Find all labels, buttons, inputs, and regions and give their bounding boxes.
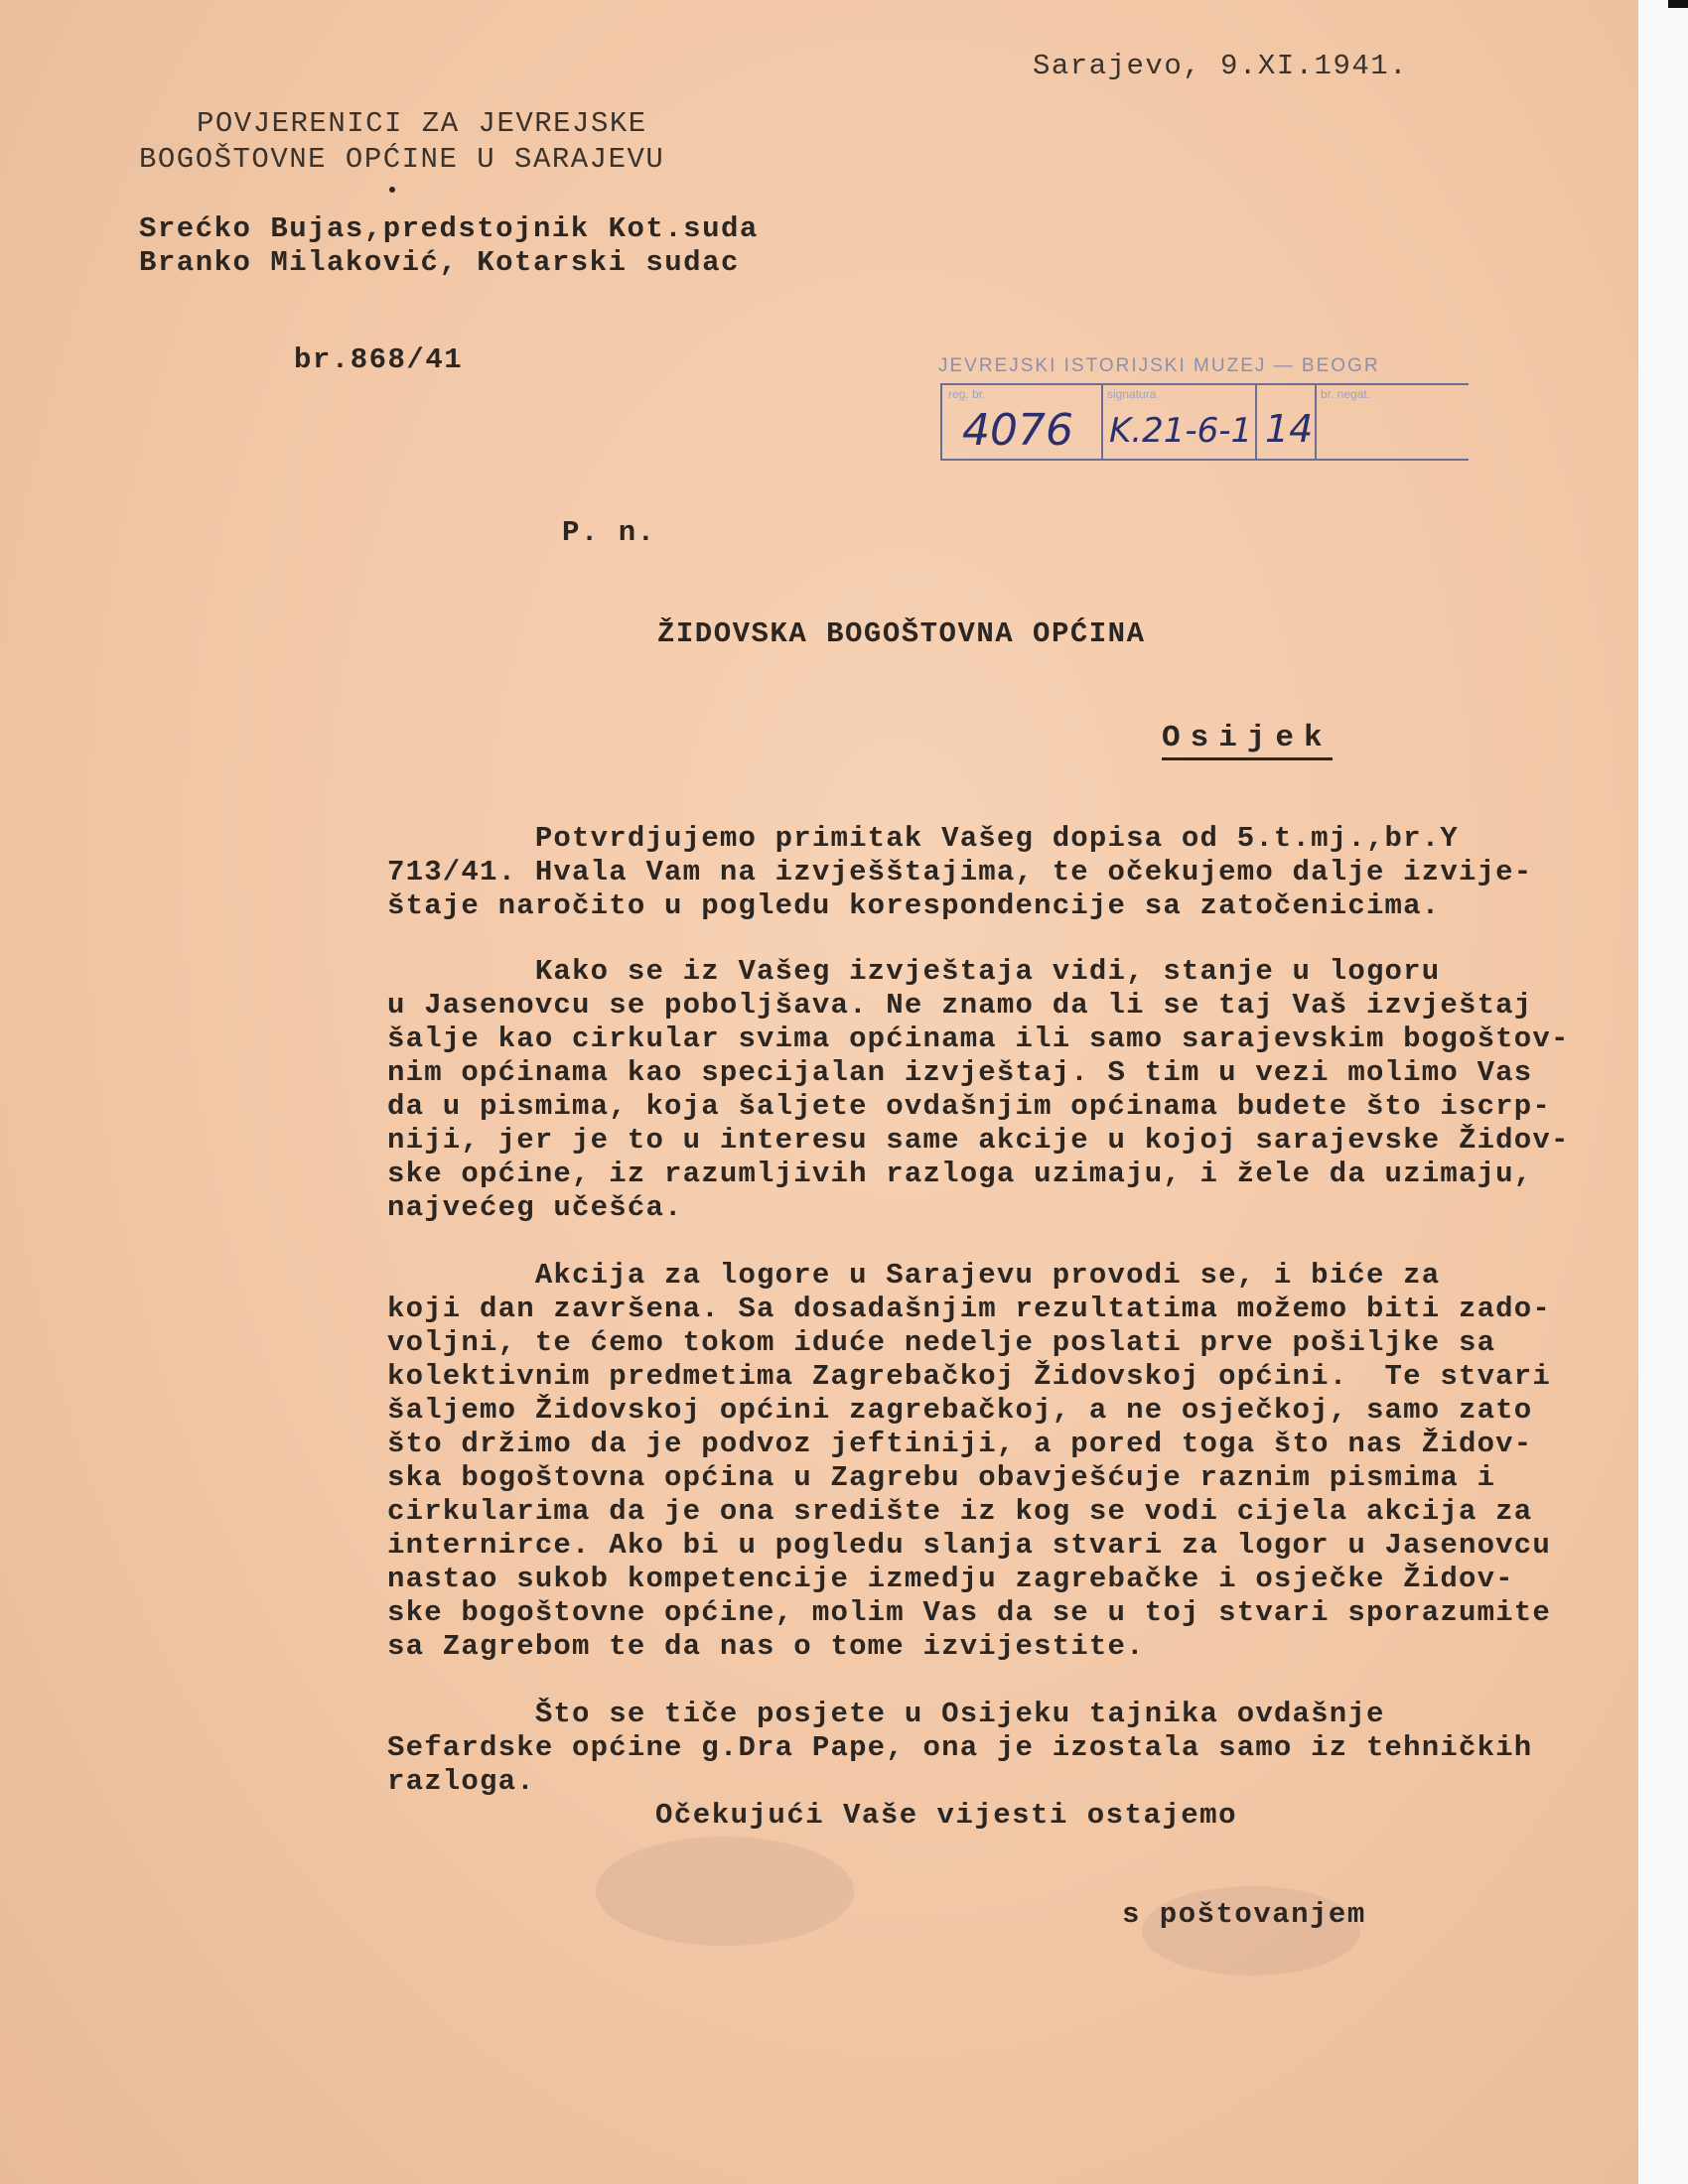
body-line: nastao sukob kompetencije izmedju zagrebačke i osječke Židov- xyxy=(387,1563,1514,1595)
body-line: nim općinama kao specijalan izvještaj. S tim u vezi molimo Vas xyxy=(387,1056,1533,1089)
salutation: P. n. xyxy=(562,516,656,549)
body-line: Potvrdjujemo primitak Vašeg dopisa od 5.t.mj.,br.Y xyxy=(387,822,1459,855)
body-line: šaljemo Židovskoj općini zagrebačkoj, a ne osječkoj, samo zato xyxy=(387,1394,1533,1427)
stamp-caption: signatura xyxy=(1107,387,1157,401)
handwritten-sub-number: 14 xyxy=(1265,407,1314,451)
body-line: najvećeg učešća. xyxy=(387,1191,683,1224)
stamp-cell-negative xyxy=(1315,385,1469,459)
recipient-city: Osijek xyxy=(1162,721,1333,760)
body-line: 713/41. Hvala Vam na izvješštajima, te očekujemo dalje izvije- xyxy=(387,856,1533,888)
body-line: niji, jer je to u interesu same akcije u kojoj sarajevske Židov- xyxy=(387,1124,1570,1157)
body-line: voljni, te ćemo tokom iduće nedelje poslati prve pošiljke sa xyxy=(387,1326,1496,1359)
handwritten-signature: K.21-6-1 xyxy=(1109,411,1253,451)
body-line: u Jasenovcu se poboljšava. Ne znamo da li se taj Vaš izvještaj xyxy=(387,989,1533,1022)
sender-person-1: Srećko Bujas,predstojnik Kot.suda xyxy=(139,212,759,245)
body-line: Kako se iz Vašeg izvještaja vidi, stanje u logoru xyxy=(387,955,1441,988)
stamp-box xyxy=(940,383,1469,461)
body-line: da u pismima, koja šaljete ovdašnjim općinama budete što iscrp- xyxy=(387,1090,1551,1123)
sender-line-2: BOGOŠTOVNE OPĆINE U SARAJEVU xyxy=(139,143,665,176)
stamp-cell-reg xyxy=(942,385,1103,459)
stamp-cell-sub xyxy=(1255,385,1317,459)
body-line: Akcija za logore u Sarajevu provodi se, i biće za xyxy=(387,1259,1441,1292)
body-line: ska bogoštovna općina u Zagrebu obavješćuje raznim pismima i xyxy=(387,1461,1496,1494)
body-line: razloga. xyxy=(387,1765,535,1798)
handwritten-reg-number: 4076 xyxy=(962,405,1073,456)
body-line: šalje kao cirkular svima općinama ili samo sarajevskim bogoštov- xyxy=(387,1023,1570,1055)
sender-line-1: POVJERENICI ZA JEVREJSKE xyxy=(197,107,647,140)
date-line: Sarajevo, 9.XI.1941. xyxy=(1033,50,1409,82)
body-line: što držimo da je podvoz jeftiniji, a pored toga što nas Židov- xyxy=(387,1428,1533,1460)
body-line: internirce. Ako bi u pogledu slanja stvari za logor u Jasenovcu xyxy=(387,1529,1551,1562)
bullet-mark xyxy=(389,187,395,193)
ink-smudge xyxy=(596,1837,854,1946)
body-line: cirkularima da je ona središte iz kog se vodi cijela akcija za xyxy=(387,1495,1533,1528)
body-line: Što se tiče posjete u Osijeku tajnika ovdašnje xyxy=(387,1698,1385,1730)
stamp-header: JEVREJSKI ISTORIJSKI MUZEJ — BEOGR xyxy=(938,355,1380,376)
body-line: sa Zagrebom te da nas o tome izvijestite. xyxy=(387,1630,1145,1663)
scan-corner xyxy=(1668,0,1688,8)
body-line: štaje naročito u pogledu korespondencije sa zatočenicima. xyxy=(387,889,1441,922)
body-line: kolektivnim predmetima Zagrebačkoj Židovskoj općini. Te stvari xyxy=(387,1360,1551,1393)
body-line: ske bogoštovne općine, molim Vas da se u toj stvari sporazumite xyxy=(387,1596,1551,1629)
stamp-caption: reg. br. xyxy=(948,387,986,401)
regards: s poštovanjem xyxy=(1122,1898,1366,1931)
stamp-caption: br. negat. xyxy=(1321,387,1371,401)
body-line: Sefardske općine g.Dra Pape, ona je izostala samo iz tehničkih xyxy=(387,1731,1533,1764)
sender-person-2: Branko Milaković, Kotarski sudac xyxy=(139,246,740,279)
body-line: ske općine, iz razumljivih razloga uzimaju, i žele da uzimaju, xyxy=(387,1158,1533,1190)
stamp-cell-signature xyxy=(1101,385,1257,459)
reference-number: br.868/41 xyxy=(294,343,464,376)
body-line: koji dan završena. Sa dosadašnjim rezultatima možemo biti zado- xyxy=(387,1293,1551,1325)
recipient: ŽIDOVSKA BOGOŠTOVNA OPĆINA xyxy=(657,617,1146,650)
closing-line: Očekujući Vaše vijesti ostajemo xyxy=(655,1799,1237,1832)
scan-margin xyxy=(1638,0,1688,2184)
